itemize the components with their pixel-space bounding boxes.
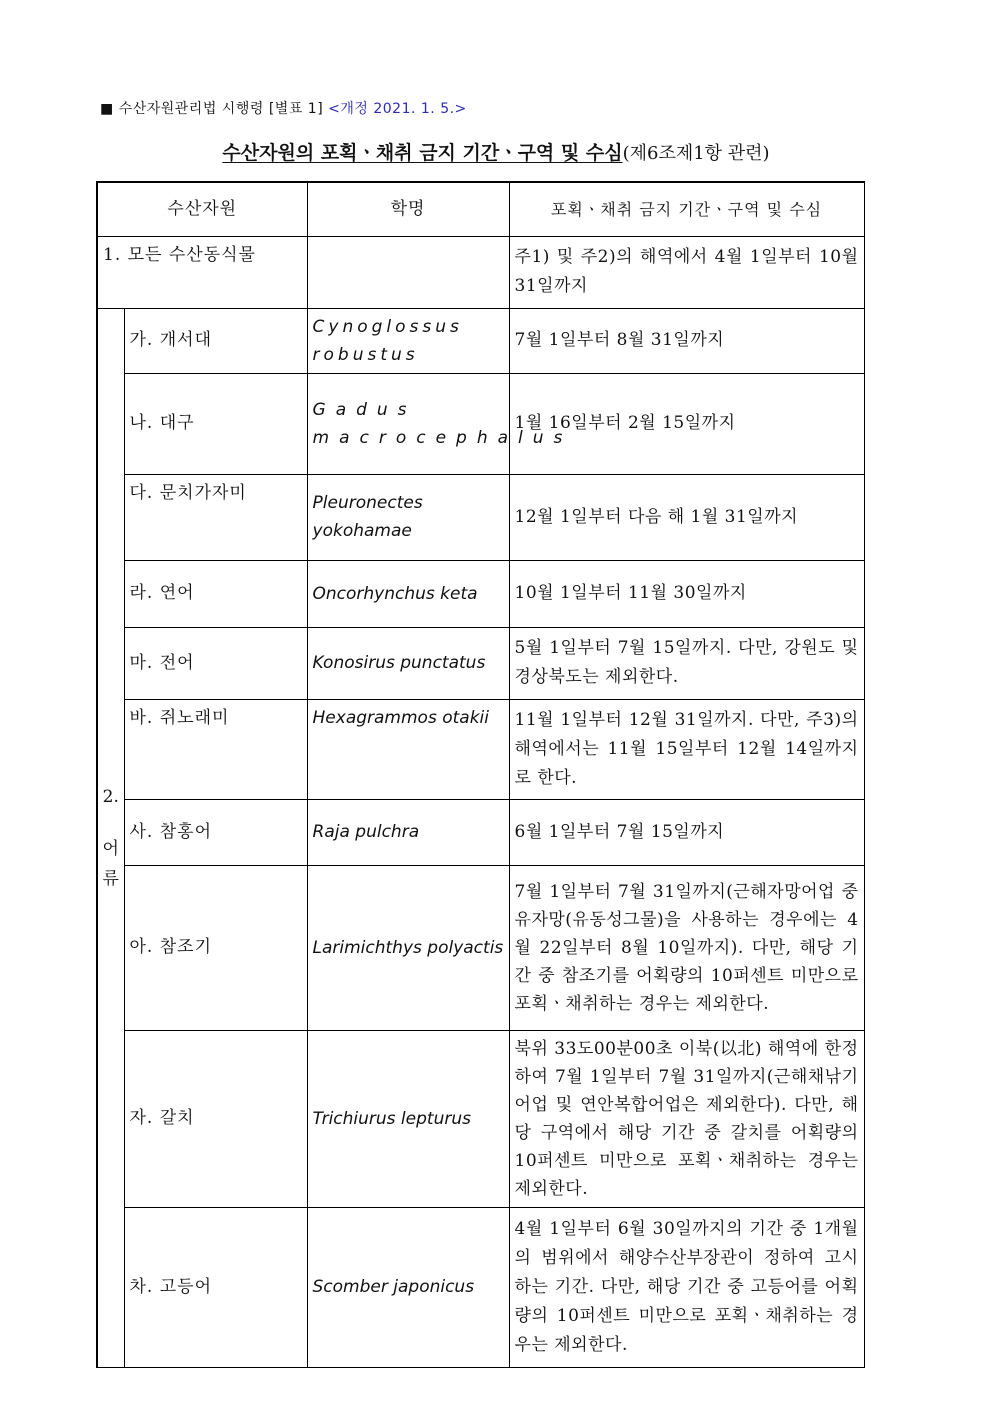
fish-name: 가. 개서대 [124, 308, 307, 373]
row-scientific [307, 236, 509, 308]
fish-name: 바. 쥐노래미 [124, 699, 307, 799]
fish-scientific: Konosirus punctatus [307, 627, 509, 699]
table-row [97, 474, 864, 560]
table-row [97, 236, 864, 308]
table-row [97, 627, 864, 699]
header-scientific-name: 학명 [307, 182, 509, 236]
fish-name: 다. 문치가자미 [124, 474, 307, 560]
fish-period: 5월 1일부터 7월 15일까지. 다만, 강원도 및 경상북도는 제외한다. [509, 627, 864, 699]
fish-period: 4월 1일부터 6월 30일까지의 기간 중 1개월의 범위에서 해양수산부장관이 정하여 고시하는 기간. 다만, 해당 기간 중 고등어를 어획량의 10퍼센트 미만으로 포획ㆍ채취하는 경우는 제외한다. [509, 1207, 864, 1367]
fish-period: 7월 1일부터 7월 31일까지(근해자망어업 중 유자망(유동성그물)을 사용하는 경우에는 4월 22일부터 8월 10일까지). 다만, 해당 기간 중 참조기를 어획량의 10퍼센트 미만으로 포획ㆍ채취하는 경우는 제외한다. [509, 865, 864, 1030]
fish-group-label [97, 308, 124, 1367]
fish-name: 라. 연어 [124, 560, 307, 627]
law-reference: 수산자원관리법 시행령 [별표 1] [118, 101, 324, 117]
group-char: 어 [102, 838, 119, 859]
header-resource: 수산자원 [97, 182, 307, 236]
fish-scientific: Larimichthys polyactis [307, 865, 509, 1030]
fish-period: 11월 1일부터 12월 31일까지. 다만, 주3)의 해역에서는 11월 15일부터 12월 14일까지로 한다. [509, 699, 864, 799]
amendment-link[interactable]: <개정 2021. 1. 5.> [328, 101, 467, 117]
header-period: 포획ㆍ채취 금지 기간ㆍ구역 및 수심 [509, 182, 864, 236]
row-period: 주1) 및 주2)의 해역에서 4월 1일부터 10월 31일까지 [509, 236, 864, 308]
table-row [97, 699, 864, 799]
fish-scientific: Trichiurus lepturus [307, 1030, 509, 1207]
fish-name: 나. 대구 [124, 373, 307, 474]
table-row [97, 1207, 864, 1367]
bullet-icon: ■ [100, 101, 114, 117]
fish-scientific: Pleuronectes yokohamae [307, 474, 509, 560]
restriction-table [96, 181, 865, 1368]
group-char: 류 [102, 868, 119, 889]
table-row [97, 308, 864, 373]
table-row [97, 799, 864, 865]
table-header-row [97, 182, 864, 236]
fish-scientific: Scomber japonicus [307, 1207, 509, 1367]
fish-period: 7월 1일부터 8월 31일까지 [509, 308, 864, 373]
fish-scientific: Raja pulchra [307, 799, 509, 865]
fish-name: 아. 참조기 [124, 865, 307, 1030]
fish-period: 12월 1일부터 다음 해 1월 31일까지 [509, 474, 864, 560]
fish-period: 1월 16일부터 2월 15일까지 [509, 373, 864, 474]
document-header [100, 98, 467, 118]
title-main: 수산자원의 포획ㆍ채취 금지 기간ㆍ구역 및 수심 [222, 142, 623, 164]
fish-name: 차. 고등어 [124, 1207, 307, 1367]
table-row [97, 1030, 864, 1207]
group-number: 2. [102, 786, 119, 807]
row-name: 1. 모든 수산동식물 [97, 236, 307, 308]
fish-period: 북위 33도00분00초 이북(以北) 해역에 한정하여 7월 1일부터 7월 31일까지(근해채낚기어업 및 연안복합어업은 제외한다). 다만, 해당 구역에서 해당 기간 중 갈치를 어획량의 10퍼센트 미만으로 포획ㆍ채취하는 경우는 제외한다. [509, 1030, 864, 1207]
fish-period: 10월 1일부터 11월 30일까지 [509, 560, 864, 627]
title-reference: (제6조제1항 관련) [622, 143, 770, 164]
page-title [0, 138, 992, 165]
fish-name: 자. 갈치 [124, 1030, 307, 1207]
fish-name: 마. 전어 [124, 627, 307, 699]
fish-scientific: Oncorhynchus keta [307, 560, 509, 627]
fish-name: 사. 참홍어 [124, 799, 307, 865]
fish-period: 6월 1일부터 7월 15일까지 [509, 799, 864, 865]
fish-scientific: Cynoglossus robustus [307, 308, 509, 373]
fish-scientific: Hexagrammos otakii [307, 699, 509, 799]
table-row [97, 865, 864, 1030]
table-row [97, 560, 864, 627]
table-row [97, 373, 864, 474]
fish-scientific: Gadus macrocephalus [307, 373, 509, 474]
